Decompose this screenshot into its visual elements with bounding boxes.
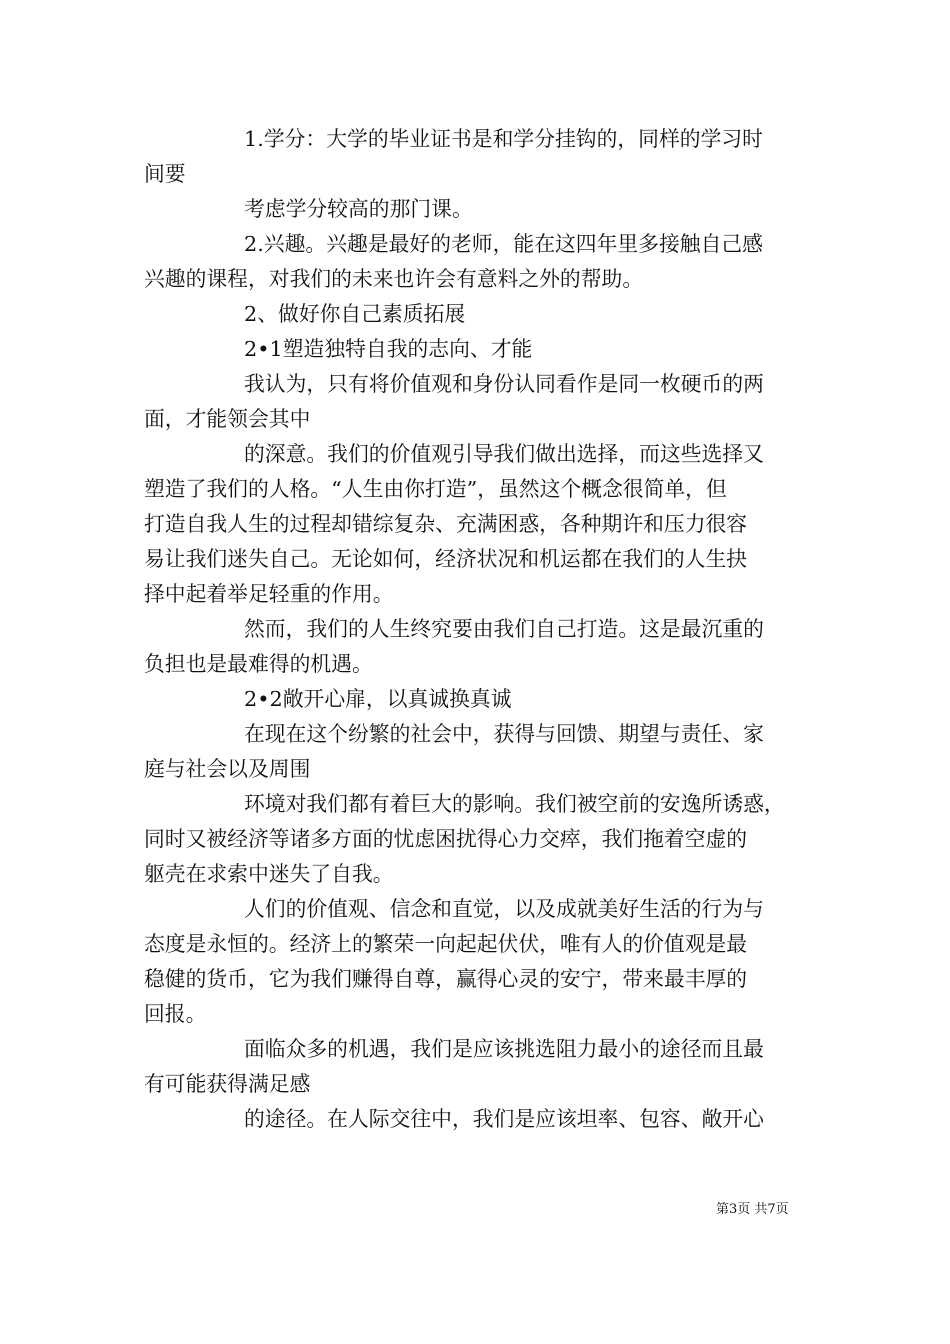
text-line: 回报。	[144, 1002, 207, 1026]
text-line: 面临众多的机遇，我们是应该挑选阻力最小的途径而且最	[244, 1037, 764, 1061]
text-line: 2•1塑造独特自我的志向、才能	[244, 337, 533, 361]
text-line: 间要	[144, 162, 186, 186]
text-line: 然而，我们的人生终究要由我们自己打造。这是最沉重的	[244, 617, 764, 641]
text-line: 躯壳在求索中迷失了自我。	[144, 862, 394, 886]
text-line: 打造自我人生的过程却错综复杂、充满困惑，各种期许和压力很容	[144, 512, 748, 536]
text-line: 易让我们迷失自己。无论如何，经济状况和机运都在我们的人生抉	[144, 547, 748, 571]
text-line: 考虑学分较高的那门课。	[244, 197, 473, 221]
text-line: 人们的价值观、信念和直觉，以及成就美好生活的行为与	[244, 897, 764, 921]
text-line: 负担也是最难得的机遇。	[144, 652, 373, 676]
text-line: 态度是永恒的。经济上的繁荣一向起起伏伏，唯有人的价值观是最	[144, 932, 748, 956]
text-line: 择中起着举足轻重的作用。	[144, 582, 394, 606]
text-line: 我认为，只有将价值观和身份认同看作是同一枚硬币的两	[244, 372, 764, 396]
text-line: 2、做好你自己素质拓展	[244, 302, 466, 326]
text-line: 塑造了我们的人格。“人生由你打造”，虽然这个概念很简单，但	[144, 477, 727, 501]
text-line: 2.兴趣。兴趣是最好的老师，能在这四年里多接触自己感	[244, 232, 763, 256]
document-body	[144, 122, 806, 1137]
text-line: 庭与社会以及周围	[144, 757, 311, 781]
text-line: 1.学分：大学的毕业证书是和学分挂钩的，同样的学习时	[244, 127, 763, 151]
text-line: 兴趣的课程，对我们的未来也许会有意料之外的帮助。	[144, 267, 644, 291]
text-line: 环境对我们都有着巨大的影响。我们被空前的安逸所诱惑，	[244, 792, 785, 816]
text-line: 面，才能领会其中	[144, 407, 311, 431]
text-line: 的途径。在人际交往中，我们是应该坦率、包容、敞开心	[244, 1107, 764, 1131]
text-line: 2•2敞开心扉，以真诚换真诚	[244, 687, 512, 711]
text-line: 有可能获得满足感	[144, 1072, 311, 1096]
text-line: 的深意。我们的价值观引导我们做出选择，而这些选择又	[244, 442, 764, 466]
text-line: 同时又被经济等诸多方面的忧虑困扰得心力交瘁，我们拖着空虚的	[144, 827, 748, 851]
text-line: 在现在这个纷繁的社会中，获得与回馈、期望与责任、家	[244, 722, 764, 746]
page-number: 第3页 共7页	[716, 1202, 789, 1217]
text-line: 稳健的货币，它为我们赚得自尊，赢得心灵的安宁，带来最丰厚的	[144, 967, 748, 991]
